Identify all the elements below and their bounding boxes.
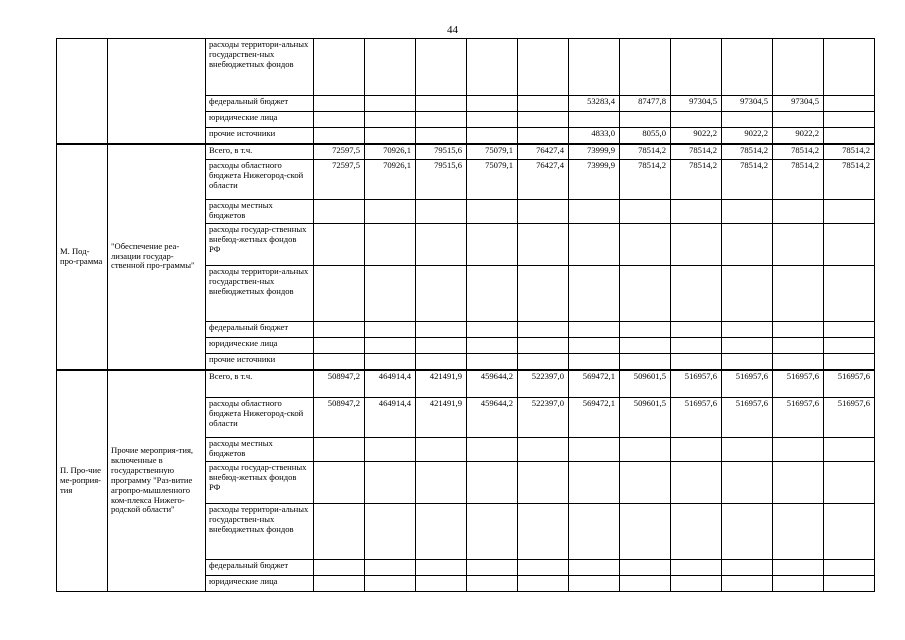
value-cell xyxy=(722,224,773,266)
table-row xyxy=(57,144,875,160)
value-cell xyxy=(416,504,467,560)
value-cell xyxy=(671,338,722,354)
value-cell xyxy=(722,560,773,576)
value-cell xyxy=(365,462,416,504)
value-cell: 516957,6 xyxy=(671,370,722,398)
funding-source-cell: расходы областного бюджета Нижегород-ской области xyxy=(206,160,314,200)
value-cell xyxy=(569,462,620,504)
value-cell xyxy=(314,39,365,96)
value-cell xyxy=(620,39,671,96)
value-cell xyxy=(365,560,416,576)
value-cell xyxy=(416,560,467,576)
value-cell xyxy=(722,338,773,354)
value-cell xyxy=(671,200,722,224)
value-cell: 464914,4 xyxy=(365,398,416,438)
value-cell xyxy=(773,266,824,322)
value-cell xyxy=(620,112,671,128)
value-cell xyxy=(416,354,467,370)
value-cell xyxy=(671,560,722,576)
value-cell xyxy=(671,462,722,504)
value-cell xyxy=(569,354,620,370)
value-cell xyxy=(365,224,416,266)
value-cell xyxy=(722,266,773,322)
value-cell: 516957,6 xyxy=(773,370,824,398)
value-cell xyxy=(314,354,365,370)
value-cell: 78514,2 xyxy=(671,144,722,160)
value-cell xyxy=(467,438,518,462)
value-cell xyxy=(314,224,365,266)
value-cell xyxy=(467,266,518,322)
value-cell xyxy=(416,438,467,462)
value-cell xyxy=(671,504,722,560)
value-cell: 516957,6 xyxy=(671,398,722,438)
value-cell xyxy=(773,560,824,576)
program-name-cell: Прочие мероприя-тия, включенные в государственную программу "Раз-витие агропро-мышленного ком-плекса Нижего-родской области" xyxy=(108,370,206,592)
value-cell xyxy=(620,266,671,322)
value-cell xyxy=(518,96,569,112)
value-cell: 459644,2 xyxy=(467,398,518,438)
value-cell: 509601,5 xyxy=(620,398,671,438)
value-cell xyxy=(620,560,671,576)
value-cell xyxy=(722,438,773,462)
value-cell xyxy=(773,224,824,266)
value-cell xyxy=(518,224,569,266)
funding-source-cell: прочие источники xyxy=(206,128,314,144)
value-cell xyxy=(773,338,824,354)
value-cell xyxy=(569,200,620,224)
funding-source-cell: расходы государ-ственных внебюд-жетных фондов РФ xyxy=(206,224,314,266)
value-cell xyxy=(467,560,518,576)
section-cell: М. Под-про-грамма xyxy=(57,144,108,370)
value-cell xyxy=(365,112,416,128)
value-cell: 522397,0 xyxy=(518,398,569,438)
value-cell xyxy=(773,200,824,224)
value-cell xyxy=(467,224,518,266)
value-cell xyxy=(467,39,518,96)
funding-source-cell: расходы областного бюджета Нижегород-ской области xyxy=(206,398,314,438)
value-cell: 79515,6 xyxy=(416,160,467,200)
value-cell xyxy=(671,224,722,266)
value-cell xyxy=(314,504,365,560)
value-cell xyxy=(671,39,722,96)
value-cell xyxy=(416,128,467,144)
value-cell xyxy=(722,462,773,504)
value-cell xyxy=(467,200,518,224)
value-cell xyxy=(620,462,671,504)
value-cell: 78514,2 xyxy=(620,160,671,200)
value-cell: 9022,2 xyxy=(773,128,824,144)
value-cell: 76427,4 xyxy=(518,144,569,160)
value-cell: 75079,1 xyxy=(467,160,518,200)
value-cell xyxy=(620,200,671,224)
value-cell xyxy=(314,576,365,592)
value-cell xyxy=(365,96,416,112)
value-cell xyxy=(824,338,875,354)
value-cell: 97304,5 xyxy=(722,96,773,112)
value-cell xyxy=(722,112,773,128)
value-cell xyxy=(314,322,365,338)
value-cell xyxy=(620,224,671,266)
value-cell xyxy=(518,266,569,322)
section-cell: П. Про-чие ме-роприя-тия xyxy=(57,370,108,592)
value-cell: 78514,2 xyxy=(722,144,773,160)
funding-source-cell: расходы государ-ственных внебюд-жетных фондов РФ xyxy=(206,462,314,504)
value-cell: 72597,5 xyxy=(314,160,365,200)
value-cell xyxy=(518,338,569,354)
value-cell: 9022,2 xyxy=(671,128,722,144)
value-cell xyxy=(824,112,875,128)
value-cell xyxy=(671,354,722,370)
value-cell xyxy=(518,200,569,224)
value-cell: 508947,2 xyxy=(314,398,365,438)
funding-source-cell: расходы местных бюджетов xyxy=(206,200,314,224)
value-cell: 569472,1 xyxy=(569,370,620,398)
value-cell xyxy=(518,560,569,576)
value-cell: 97304,5 xyxy=(773,96,824,112)
funding-source-cell: расходы территори-альных государствен-ных внебюджетных фондов xyxy=(206,266,314,322)
value-cell xyxy=(365,266,416,322)
funding-source-cell: Всего, в т.ч. xyxy=(206,144,314,160)
program-name-cell xyxy=(108,39,206,144)
value-cell xyxy=(314,112,365,128)
value-cell xyxy=(365,200,416,224)
funding-source-cell: федеральный бюджет xyxy=(206,322,314,338)
value-cell xyxy=(518,112,569,128)
value-cell xyxy=(365,354,416,370)
value-cell xyxy=(773,462,824,504)
value-cell xyxy=(365,322,416,338)
value-cell xyxy=(569,576,620,592)
funding-source-cell: юридические лица xyxy=(206,576,314,592)
value-cell xyxy=(722,322,773,338)
value-cell xyxy=(620,438,671,462)
value-cell xyxy=(518,322,569,338)
value-cell xyxy=(620,504,671,560)
value-cell: 516957,6 xyxy=(773,398,824,438)
value-cell: 516957,6 xyxy=(824,398,875,438)
value-cell xyxy=(824,266,875,322)
value-cell xyxy=(824,128,875,144)
value-cell: 79515,6 xyxy=(416,144,467,160)
value-cell xyxy=(824,576,875,592)
value-cell xyxy=(569,560,620,576)
value-cell: 522397,0 xyxy=(518,370,569,398)
value-cell xyxy=(518,462,569,504)
value-cell: 78514,2 xyxy=(773,160,824,200)
value-cell xyxy=(671,266,722,322)
value-cell: 87477,8 xyxy=(620,96,671,112)
value-cell xyxy=(416,462,467,504)
value-cell xyxy=(416,338,467,354)
value-cell: 78514,2 xyxy=(773,144,824,160)
funding-source-cell: расходы территори-альных государствен-ных внебюджетных фондов xyxy=(206,39,314,96)
funding-source-cell: расходы местных бюджетов xyxy=(206,438,314,462)
value-cell xyxy=(722,576,773,592)
value-cell xyxy=(773,322,824,338)
value-cell xyxy=(824,39,875,96)
value-cell: 97304,5 xyxy=(671,96,722,112)
value-cell xyxy=(467,504,518,560)
value-cell xyxy=(824,322,875,338)
value-cell xyxy=(314,96,365,112)
value-cell: 509601,5 xyxy=(620,370,671,398)
value-cell xyxy=(467,576,518,592)
value-cell xyxy=(518,504,569,560)
value-cell: 72597,5 xyxy=(314,144,365,160)
value-cell xyxy=(416,39,467,96)
value-cell xyxy=(620,354,671,370)
section-cell xyxy=(57,39,108,144)
value-cell: 421491,9 xyxy=(416,370,467,398)
value-cell: 464914,4 xyxy=(365,370,416,398)
value-cell xyxy=(569,39,620,96)
value-cell xyxy=(671,576,722,592)
value-cell xyxy=(416,224,467,266)
value-cell xyxy=(416,576,467,592)
value-cell: 75079,1 xyxy=(467,144,518,160)
value-cell xyxy=(824,560,875,576)
funding-source-cell: расходы территори-альных государствен-ных внебюджетных фондов xyxy=(206,504,314,560)
funding-source-cell: прочие источники xyxy=(206,354,314,370)
value-cell xyxy=(416,112,467,128)
table-row xyxy=(57,39,875,96)
value-cell xyxy=(824,96,875,112)
page-number: 44 xyxy=(447,24,458,36)
value-cell xyxy=(518,438,569,462)
value-cell xyxy=(773,112,824,128)
value-cell xyxy=(569,112,620,128)
value-cell xyxy=(416,266,467,322)
value-cell xyxy=(722,504,773,560)
value-cell: 78514,2 xyxy=(671,160,722,200)
value-cell xyxy=(467,128,518,144)
value-cell xyxy=(773,576,824,592)
value-cell xyxy=(569,504,620,560)
funding-source-cell: федеральный бюджет xyxy=(206,96,314,112)
value-cell xyxy=(773,438,824,462)
value-cell xyxy=(518,39,569,96)
value-cell: 4833,0 xyxy=(569,128,620,144)
value-cell xyxy=(365,338,416,354)
value-cell: 70926,1 xyxy=(365,160,416,200)
value-cell xyxy=(671,112,722,128)
value-cell xyxy=(773,504,824,560)
value-cell: 459644,2 xyxy=(467,370,518,398)
value-cell xyxy=(569,224,620,266)
value-cell xyxy=(314,200,365,224)
value-cell: 78514,2 xyxy=(824,160,875,200)
funding-source-cell: федеральный бюджет xyxy=(206,560,314,576)
budget-table xyxy=(56,38,875,592)
value-cell xyxy=(416,200,467,224)
value-cell xyxy=(773,354,824,370)
value-cell xyxy=(824,224,875,266)
value-cell xyxy=(467,354,518,370)
value-cell xyxy=(722,354,773,370)
value-cell: 73999,9 xyxy=(569,144,620,160)
value-cell xyxy=(620,338,671,354)
value-cell xyxy=(824,504,875,560)
value-cell xyxy=(467,112,518,128)
value-cell xyxy=(416,322,467,338)
funding-source-cell: юридические лица xyxy=(206,338,314,354)
value-cell xyxy=(569,338,620,354)
value-cell: 70926,1 xyxy=(365,144,416,160)
value-cell xyxy=(467,96,518,112)
value-cell xyxy=(671,438,722,462)
value-cell xyxy=(824,438,875,462)
value-cell xyxy=(365,504,416,560)
value-cell xyxy=(314,438,365,462)
value-cell xyxy=(314,128,365,144)
program-name-cell: "Обеспечение реа-лизации государ-ственной про-граммы" xyxy=(108,144,206,370)
value-cell xyxy=(467,322,518,338)
value-cell xyxy=(365,128,416,144)
value-cell: 421491,9 xyxy=(416,398,467,438)
value-cell xyxy=(365,576,416,592)
value-cell xyxy=(620,576,671,592)
value-cell: 78514,2 xyxy=(722,160,773,200)
value-cell xyxy=(773,39,824,96)
value-cell xyxy=(314,462,365,504)
value-cell: 53283,4 xyxy=(569,96,620,112)
value-cell xyxy=(824,462,875,504)
value-cell: 516957,6 xyxy=(722,370,773,398)
value-cell xyxy=(518,354,569,370)
value-cell xyxy=(569,322,620,338)
value-cell: 76427,4 xyxy=(518,160,569,200)
value-cell xyxy=(365,438,416,462)
value-cell: 73999,9 xyxy=(569,160,620,200)
value-cell xyxy=(467,462,518,504)
value-cell xyxy=(314,266,365,322)
value-cell xyxy=(416,96,467,112)
funding-source-cell: юридические лица xyxy=(206,112,314,128)
value-cell: 508947,2 xyxy=(314,370,365,398)
value-cell: 516957,6 xyxy=(824,370,875,398)
value-cell: 569472,1 xyxy=(569,398,620,438)
funding-source-cell: Всего, в т.ч. xyxy=(206,370,314,398)
value-cell xyxy=(824,200,875,224)
value-cell: 516957,6 xyxy=(722,398,773,438)
value-cell: 78514,2 xyxy=(824,144,875,160)
value-cell xyxy=(569,438,620,462)
value-cell xyxy=(518,128,569,144)
value-cell xyxy=(314,560,365,576)
value-cell xyxy=(671,322,722,338)
value-cell xyxy=(467,338,518,354)
value-cell xyxy=(569,266,620,322)
value-cell xyxy=(722,200,773,224)
value-cell xyxy=(620,322,671,338)
table-row xyxy=(57,370,875,398)
value-cell xyxy=(824,354,875,370)
value-cell: 8055,0 xyxy=(620,128,671,144)
value-cell xyxy=(365,39,416,96)
value-cell xyxy=(314,338,365,354)
value-cell: 9022,2 xyxy=(722,128,773,144)
value-cell xyxy=(518,576,569,592)
value-cell: 78514,2 xyxy=(620,144,671,160)
value-cell xyxy=(722,39,773,96)
